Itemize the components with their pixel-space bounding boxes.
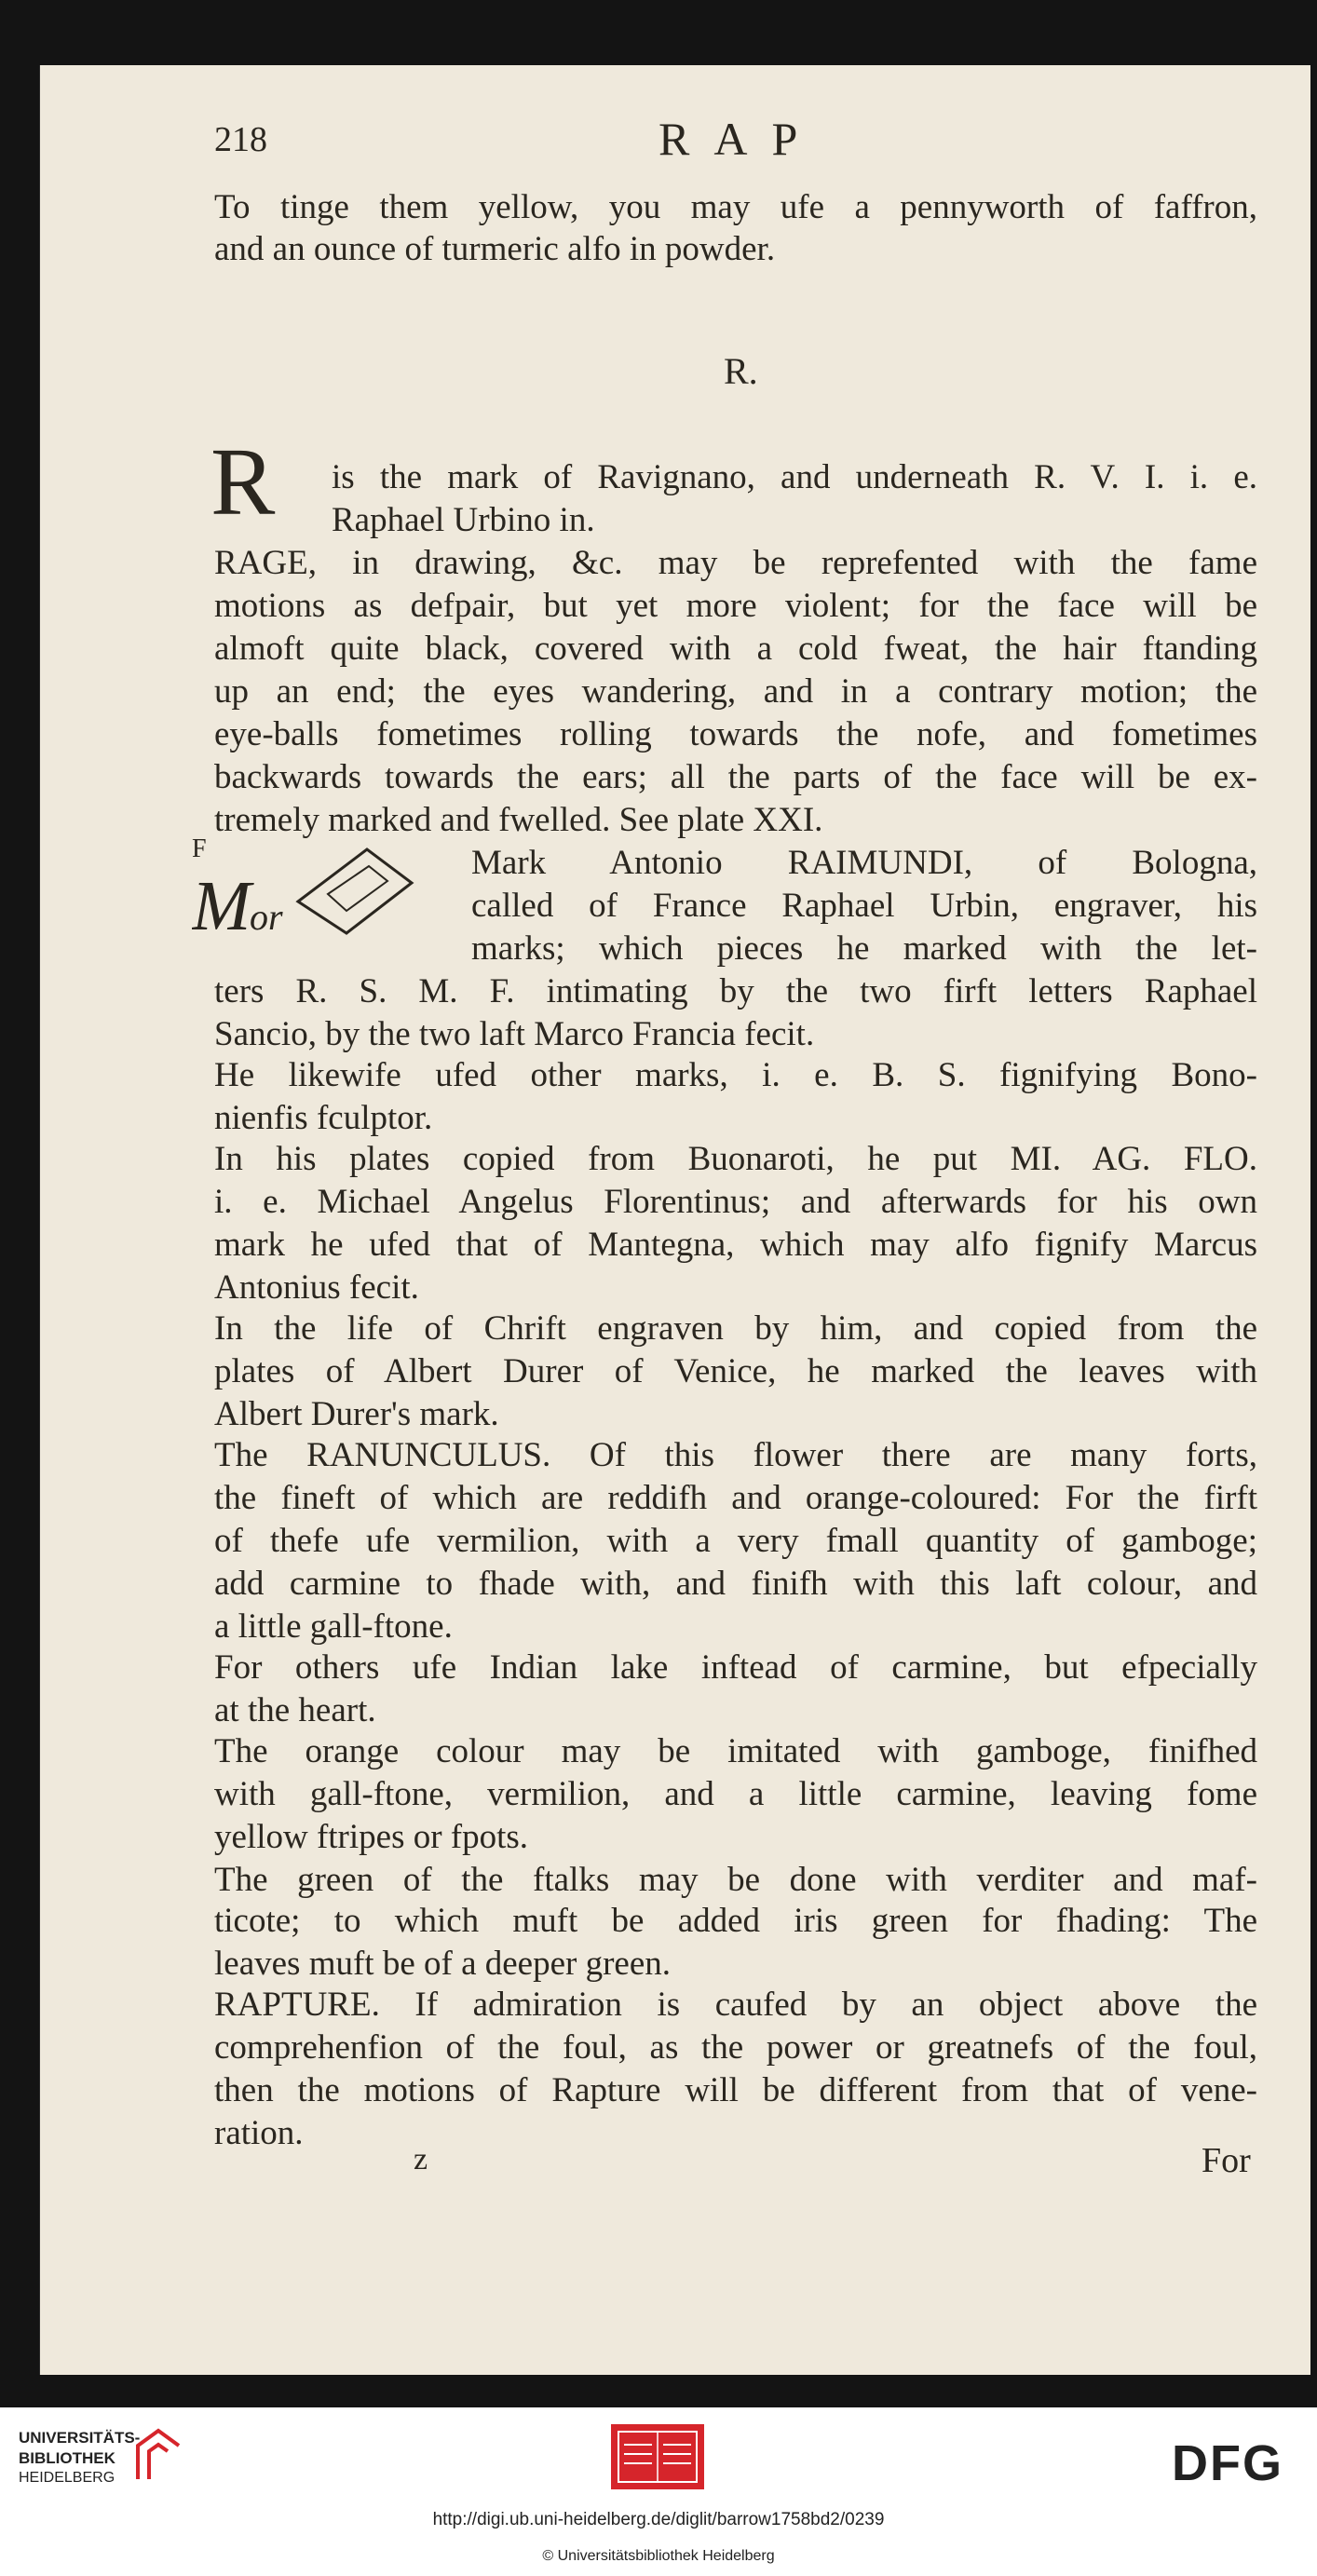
text-line: In the life of Chrift engraven by him, and copied from the [214,1309,1257,1348]
raimundi-monogram [192,829,471,950]
text-line: with gall-ftone, vermilion, and a little carmine, leaving fome [214,1775,1257,1813]
text-line: Mark Antonio RAIMUNDI, of Bologna, [471,844,1257,882]
text-line: yellow ftripes or fpots. [214,1818,529,1856]
copyright-notice: © Universitätsbibliothek Heidelberg [542,2548,775,2564]
text-line: nienfis fculptor. [214,1099,433,1137]
text-line: For others ufe Indian lake inftead of carmine, but efpecially [214,1648,1257,1687]
text-line: a little gall-ftone. [214,1607,453,1646]
text-line: backwards towards the ears; all the parts of the face will be ex- [214,758,1257,796]
text-line: almoft quite black, covered with a cold fweat, the hair ftanding [214,630,1257,668]
text-line: called of France Raphael Urbin, engraver, his [471,887,1257,925]
text-line: RAGE, in drawing, &c. may be reprefented with the fame [214,544,1257,582]
svg-text:or: or [250,896,283,938]
text-line: ration. [214,2114,304,2152]
text-line: of thefe ufe vermilion, with a very fmall quantity of gamboge; [214,1522,1257,1560]
text-line: In his plates copied from Buonaroti, he put MI. AG. FLO. [214,1140,1257,1178]
text-line: motions as defpair, but yet more violent; for the face will be [214,587,1257,625]
text-line: the fineft of which are reddifh and orange-coloured: For the firft [214,1479,1257,1517]
library-name-line3: HEIDELBERG [19,2470,115,2486]
text-line: ticote; to which muft be added iris green for fhading: The [214,1902,1257,1940]
text-line: tremely marked and fwelled. See plate XXI. [214,801,823,839]
text-line: To tinge them yellow, you may ufe a pennyworth of faffron, [214,188,1257,226]
text-line: Sancio, by the two laft Marco Francia fecit. [214,1015,815,1053]
section-letter: R. [724,350,758,392]
text-line: mark he ufed that of Mantegna, which may alfo fignify Marcus [214,1226,1257,1264]
text-line: ters R. S. M. F. intimating by the two firft letters Raphael [214,972,1257,1010]
drop-initial: R [210,428,276,536]
svg-text:F: F [192,834,207,863]
svg-text:M: M [192,867,251,945]
text-line: at the heart. [214,1691,376,1729]
text-line: comprehenfion of the foul, as the power or greatnefs of the foul, [214,2028,1257,2067]
library-name-line2: BIBLIOTHEK [19,2449,115,2467]
catchword: For [1202,2141,1251,2180]
text-line: marks; which pieces he marked with the let- [471,929,1257,968]
library-name-line1: UNIVERSITÄTS- [19,2429,141,2447]
text-line: He likewife ufed other marks, i. e. B. S. fignifying Bono- [214,1056,1257,1094]
text-line: leaves muft be of a deeper green. [214,1945,671,1983]
text-line: then the motions of Rapture will be different from that of vene- [214,2071,1257,2109]
text-line: Albert Durer's mark. [214,1395,499,1433]
center-logo-icon [611,2424,704,2489]
permalink-url[interactable]: http://digi.ub.uni-heidelberg.de/diglit/barrow1758bd2/0239 [432,2510,885,2529]
text-line: The green of the ftalks may be done with verditer and maf- [214,1861,1257,1899]
text-line: add carmine to fhade with, and finifh with this laft colour, and [214,1565,1257,1603]
text-line: is the mark of Ravignano, and underneath R. V. I. i. e. [332,458,1257,496]
dfg-logo: DFG [1172,2435,1283,2491]
text-line: RAPTURE. If admiration is caufed by an object above the [214,1986,1257,2024]
running-head: RAP [658,113,822,165]
text-line: and an ounce of turmeric alfo in powder. [214,230,776,268]
text-line: plates of Albert Durer of Venice, he marked the leaves with [214,1352,1257,1390]
page-number: 218 [214,120,267,159]
text-line: Raphael Urbino in. [332,501,595,539]
text-line: eye-balls fometimes rolling towards the nofe, and fometimes [214,715,1257,753]
signature-mark: z [414,2142,428,2176]
text-line: Antonius fecit. [214,1268,419,1307]
text-line: The RANUNCULUS. Of this flower there are many forts, [214,1436,1257,1474]
text-line: up an end; the eyes wandering, and in a contrary motion; the [214,672,1257,711]
text-line: i. e. Michael Angelus Florentinus; and afterwards for his own [214,1183,1257,1221]
text-line: The orange colour may be imitated with gamboge, finifhed [214,1732,1257,1770]
